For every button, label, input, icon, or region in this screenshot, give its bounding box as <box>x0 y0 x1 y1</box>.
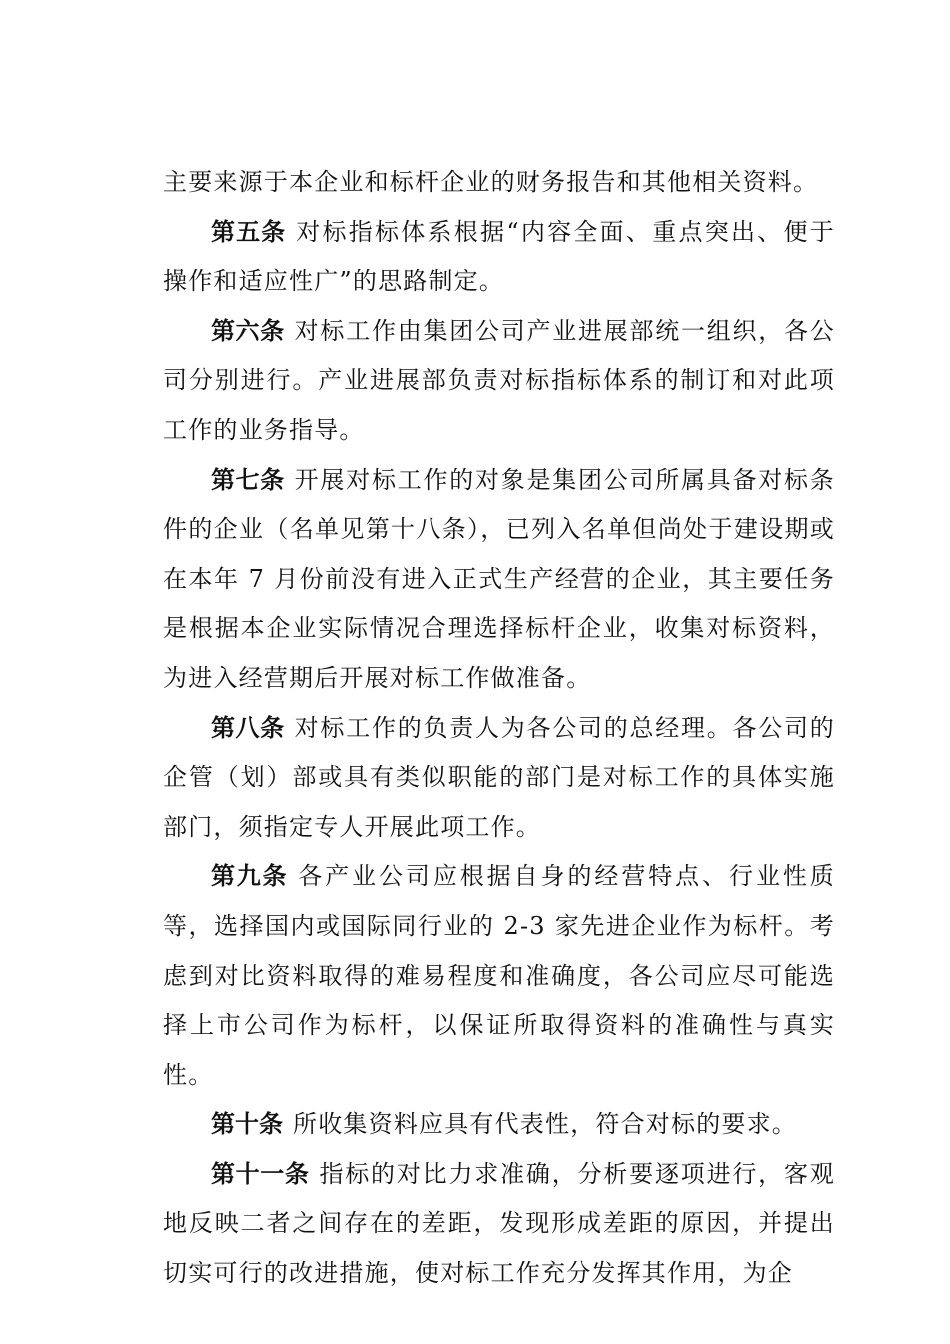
document-body <box>163 158 835 1299</box>
paragraph-text: 主要来源于本企业和标杆企业的财务报告和其他相关资料。 <box>163 168 819 196</box>
article-label: 第五条 <box>211 217 287 246</box>
article-5 <box>163 208 835 307</box>
paragraph-continued <box>163 158 835 208</box>
article-label: 第七条 <box>211 465 285 494</box>
article-label: 第十一条 <box>211 1159 310 1188</box>
article-text: 对标指标体系根据“内容全面、重点突出、便于操作和适应性广”的思路制定。 <box>163 217 836 296</box>
article-10 <box>163 1100 835 1150</box>
article-6 <box>163 307 835 456</box>
article-label: 第六条 <box>211 316 285 345</box>
article-label: 第十条 <box>211 1110 283 1139</box>
article-7 <box>163 456 835 704</box>
article-label: 第八条 <box>211 713 285 742</box>
article-text: 各产业公司应根据自身的经营特点、行业性质等，选择国内或国际同行业的 2-3 家先进企业作为标杆。考虑到对比资料取得的难易程度和准确度，各公司应尽可能选择上市公司作为标杆，以保证所取得资料的准确性与真实性。 <box>163 862 836 1089</box>
article-text: 对标工作由集团公司产业进展部统一组织，各公司分别进行。产业进展部负责对标指标体系的制订和对此项工作的业务指导。 <box>163 316 835 444</box>
article-text: 对标工作的负责人为各公司的总经理。各公司的企管（划）部或具有类似职能的部门是对标工作的具体实施部门，须指定专人开展此项工作。 <box>163 713 835 841</box>
article-9 <box>163 852 835 1100</box>
article-text: 指标的对比力求准确，分析要逐项进行，客观地反映二者之间存在的差距，发现形成差距的原因，并提出切实可行的改进措施，使对标工作充分发挥其作用，为企 <box>163 1159 836 1288</box>
article-label: 第九条 <box>211 862 289 891</box>
article-11 <box>163 1150 835 1299</box>
article-8 <box>163 704 835 853</box>
article-text: 所收集资料应具有代表性，符合对标的要求。 <box>293 1110 797 1139</box>
article-text: 开展对标工作的对象是集团公司所属具备对标条件的企业（名单见第十八条），已列入名单但尚处于建设期或在本年 7 月份前没有进入正式生产经营的企业，其主要任务是根据本企业实际情况合理选择标杆企业，收集对标资料，为进入经营期后开展对标工作做准备。 <box>163 465 835 692</box>
